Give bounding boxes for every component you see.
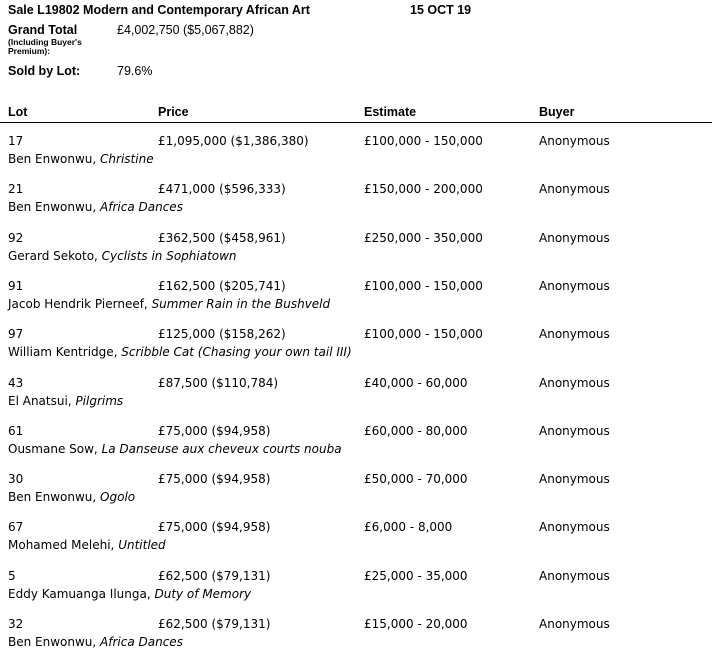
- lot-artwork-title: Duty of Memory: [154, 587, 252, 601]
- lot-artwork-title: Pilgrims: [75, 394, 124, 408]
- lot-buyer: Anonymous: [539, 376, 610, 390]
- lot-price: £62,500 ($79,131): [158, 569, 271, 583]
- lot-description: [8, 442, 342, 456]
- lot-description: [8, 297, 330, 311]
- lot-price: £62,500 ($79,131): [158, 617, 271, 631]
- sold-by-lot-label: Sold by Lot:: [8, 64, 81, 78]
- lot-price: £125,000 ($158,262): [158, 327, 286, 341]
- sale-date: 15 OCT 19: [410, 3, 472, 17]
- lot-artist: Mohamed Melehi,: [8, 538, 119, 552]
- lot-buyer: Anonymous: [539, 231, 610, 245]
- lot-description: [8, 249, 237, 263]
- lot-buyer: Anonymous: [539, 327, 610, 341]
- lot-estimate: £100,000 - 150,000: [364, 327, 483, 341]
- lot-number: 30: [8, 472, 24, 486]
- lot-artist: Gerard Sekoto,: [8, 249, 102, 263]
- lot-artwork-title: Summer Rain in the Bushveld: [151, 297, 331, 311]
- table-row: [0, 182, 724, 222]
- lot-buyer: Anonymous: [539, 424, 610, 438]
- lot-artist: El Anatsui,: [8, 394, 76, 408]
- lot-artwork-title: Christine: [100, 152, 154, 166]
- column-header-buyer: Buyer: [539, 105, 575, 119]
- lot-number: 32: [8, 617, 24, 631]
- lot-artwork-title: Africa Dances: [100, 635, 183, 649]
- lot-artwork-title: Cyclists in Sophiatown: [101, 249, 237, 263]
- lot-estimate: £60,000 - 80,000: [364, 424, 468, 438]
- lot-artist: Jacob Hendrik Pierneef,: [8, 297, 152, 311]
- table-row: [0, 520, 724, 560]
- lot-price: £1,095,000 ($1,386,380): [158, 134, 309, 148]
- column-header-lot: Lot: [8, 105, 28, 119]
- lot-number: 61: [8, 424, 24, 438]
- lot-artwork-title: Africa Dances: [100, 200, 183, 214]
- lot-buyer: Anonymous: [539, 134, 610, 148]
- sold-by-lot-value: 79.6%: [117, 64, 153, 78]
- lot-buyer: Anonymous: [539, 182, 610, 196]
- lot-buyer: Anonymous: [539, 520, 610, 534]
- lot-artwork-title: Scribble Cat (Chasing your own tail III): [121, 345, 352, 359]
- lot-price: £162,500 ($205,741): [158, 279, 286, 293]
- lot-artist: Ousmane Sow,: [8, 442, 102, 456]
- lot-description: [8, 200, 183, 214]
- lot-artist: William Kentridge,: [8, 345, 122, 359]
- lot-description: [8, 538, 166, 552]
- grand-total-label: Grand Total: [8, 23, 78, 37]
- lot-buyer: Anonymous: [539, 279, 610, 293]
- lot-number: 92: [8, 231, 24, 245]
- table-row: [0, 134, 724, 174]
- lot-price: £75,000 ($94,958): [158, 472, 271, 486]
- lot-estimate: £6,000 - 8,000: [364, 520, 453, 534]
- lot-estimate: £40,000 - 60,000: [364, 376, 468, 390]
- table-row: [0, 424, 724, 464]
- lot-artist: Ben Enwonwu,: [8, 200, 101, 214]
- table-row: [0, 472, 724, 512]
- lot-estimate: £150,000 - 200,000: [364, 182, 483, 196]
- lot-price: £471,000 ($596,333): [158, 182, 286, 196]
- lot-estimate: £250,000 - 350,000: [364, 231, 483, 245]
- header-divider: [0, 122, 712, 123]
- lot-artist: Ben Enwonwu,: [8, 152, 101, 166]
- lot-buyer: Anonymous: [539, 617, 610, 631]
- lot-estimate: £100,000 - 150,000: [364, 134, 483, 148]
- table-row: [0, 617, 724, 657]
- lot-artwork-title: Ogolo: [100, 490, 136, 504]
- lot-estimate: £25,000 - 35,000: [364, 569, 468, 583]
- lot-estimate: £50,000 - 70,000: [364, 472, 468, 486]
- lot-buyer: Anonymous: [539, 569, 610, 583]
- lot-number: 67: [8, 520, 24, 534]
- lot-estimate: £100,000 - 150,000: [364, 279, 483, 293]
- lot-description: [8, 635, 183, 649]
- lot-price: £75,000 ($94,958): [158, 520, 271, 534]
- lot-buyer: Anonymous: [539, 472, 610, 486]
- column-header-price: Price: [158, 105, 189, 119]
- lot-price: £75,000 ($94,958): [158, 424, 271, 438]
- table-row: [0, 327, 724, 367]
- lot-artwork-title: Untitled: [118, 538, 166, 552]
- table-row: [0, 376, 724, 416]
- lot-estimate: £15,000 - 20,000: [364, 617, 468, 631]
- grand-total-sublabel: (Including Buyer's Premium):: [8, 37, 82, 56]
- lot-artist: Ben Enwonwu,: [8, 490, 101, 504]
- table-row: [0, 231, 724, 271]
- lot-description: [8, 490, 135, 504]
- lot-artist: Eddy Kamuanga Ilunga,: [8, 587, 155, 601]
- lot-number: 21: [8, 182, 24, 196]
- table-row: [0, 279, 724, 319]
- lot-number: 5: [8, 569, 16, 583]
- lot-number: 43: [8, 376, 24, 390]
- lot-price: £87,500 ($110,784): [158, 376, 279, 390]
- lot-description: [8, 394, 123, 408]
- lot-artist: Ben Enwonwu,: [8, 635, 101, 649]
- lot-number: 91: [8, 279, 24, 293]
- lot-number: 97: [8, 327, 24, 341]
- table-row: [0, 569, 724, 609]
- grand-total-value: £4,002,750 ($5,067,882): [117, 23, 254, 37]
- lot-number: 17: [8, 134, 24, 148]
- lot-description: [8, 152, 154, 166]
- lot-description: [8, 345, 352, 359]
- column-header-estimate: Estimate: [364, 105, 417, 119]
- lot-price: £362,500 ($458,961): [158, 231, 286, 245]
- sale-title: Sale L19802 Modern and Contemporary African Art: [8, 3, 310, 17]
- lot-artwork-title: La Danseuse aux cheveux courts nouba: [101, 442, 342, 456]
- lot-description: [8, 587, 251, 601]
